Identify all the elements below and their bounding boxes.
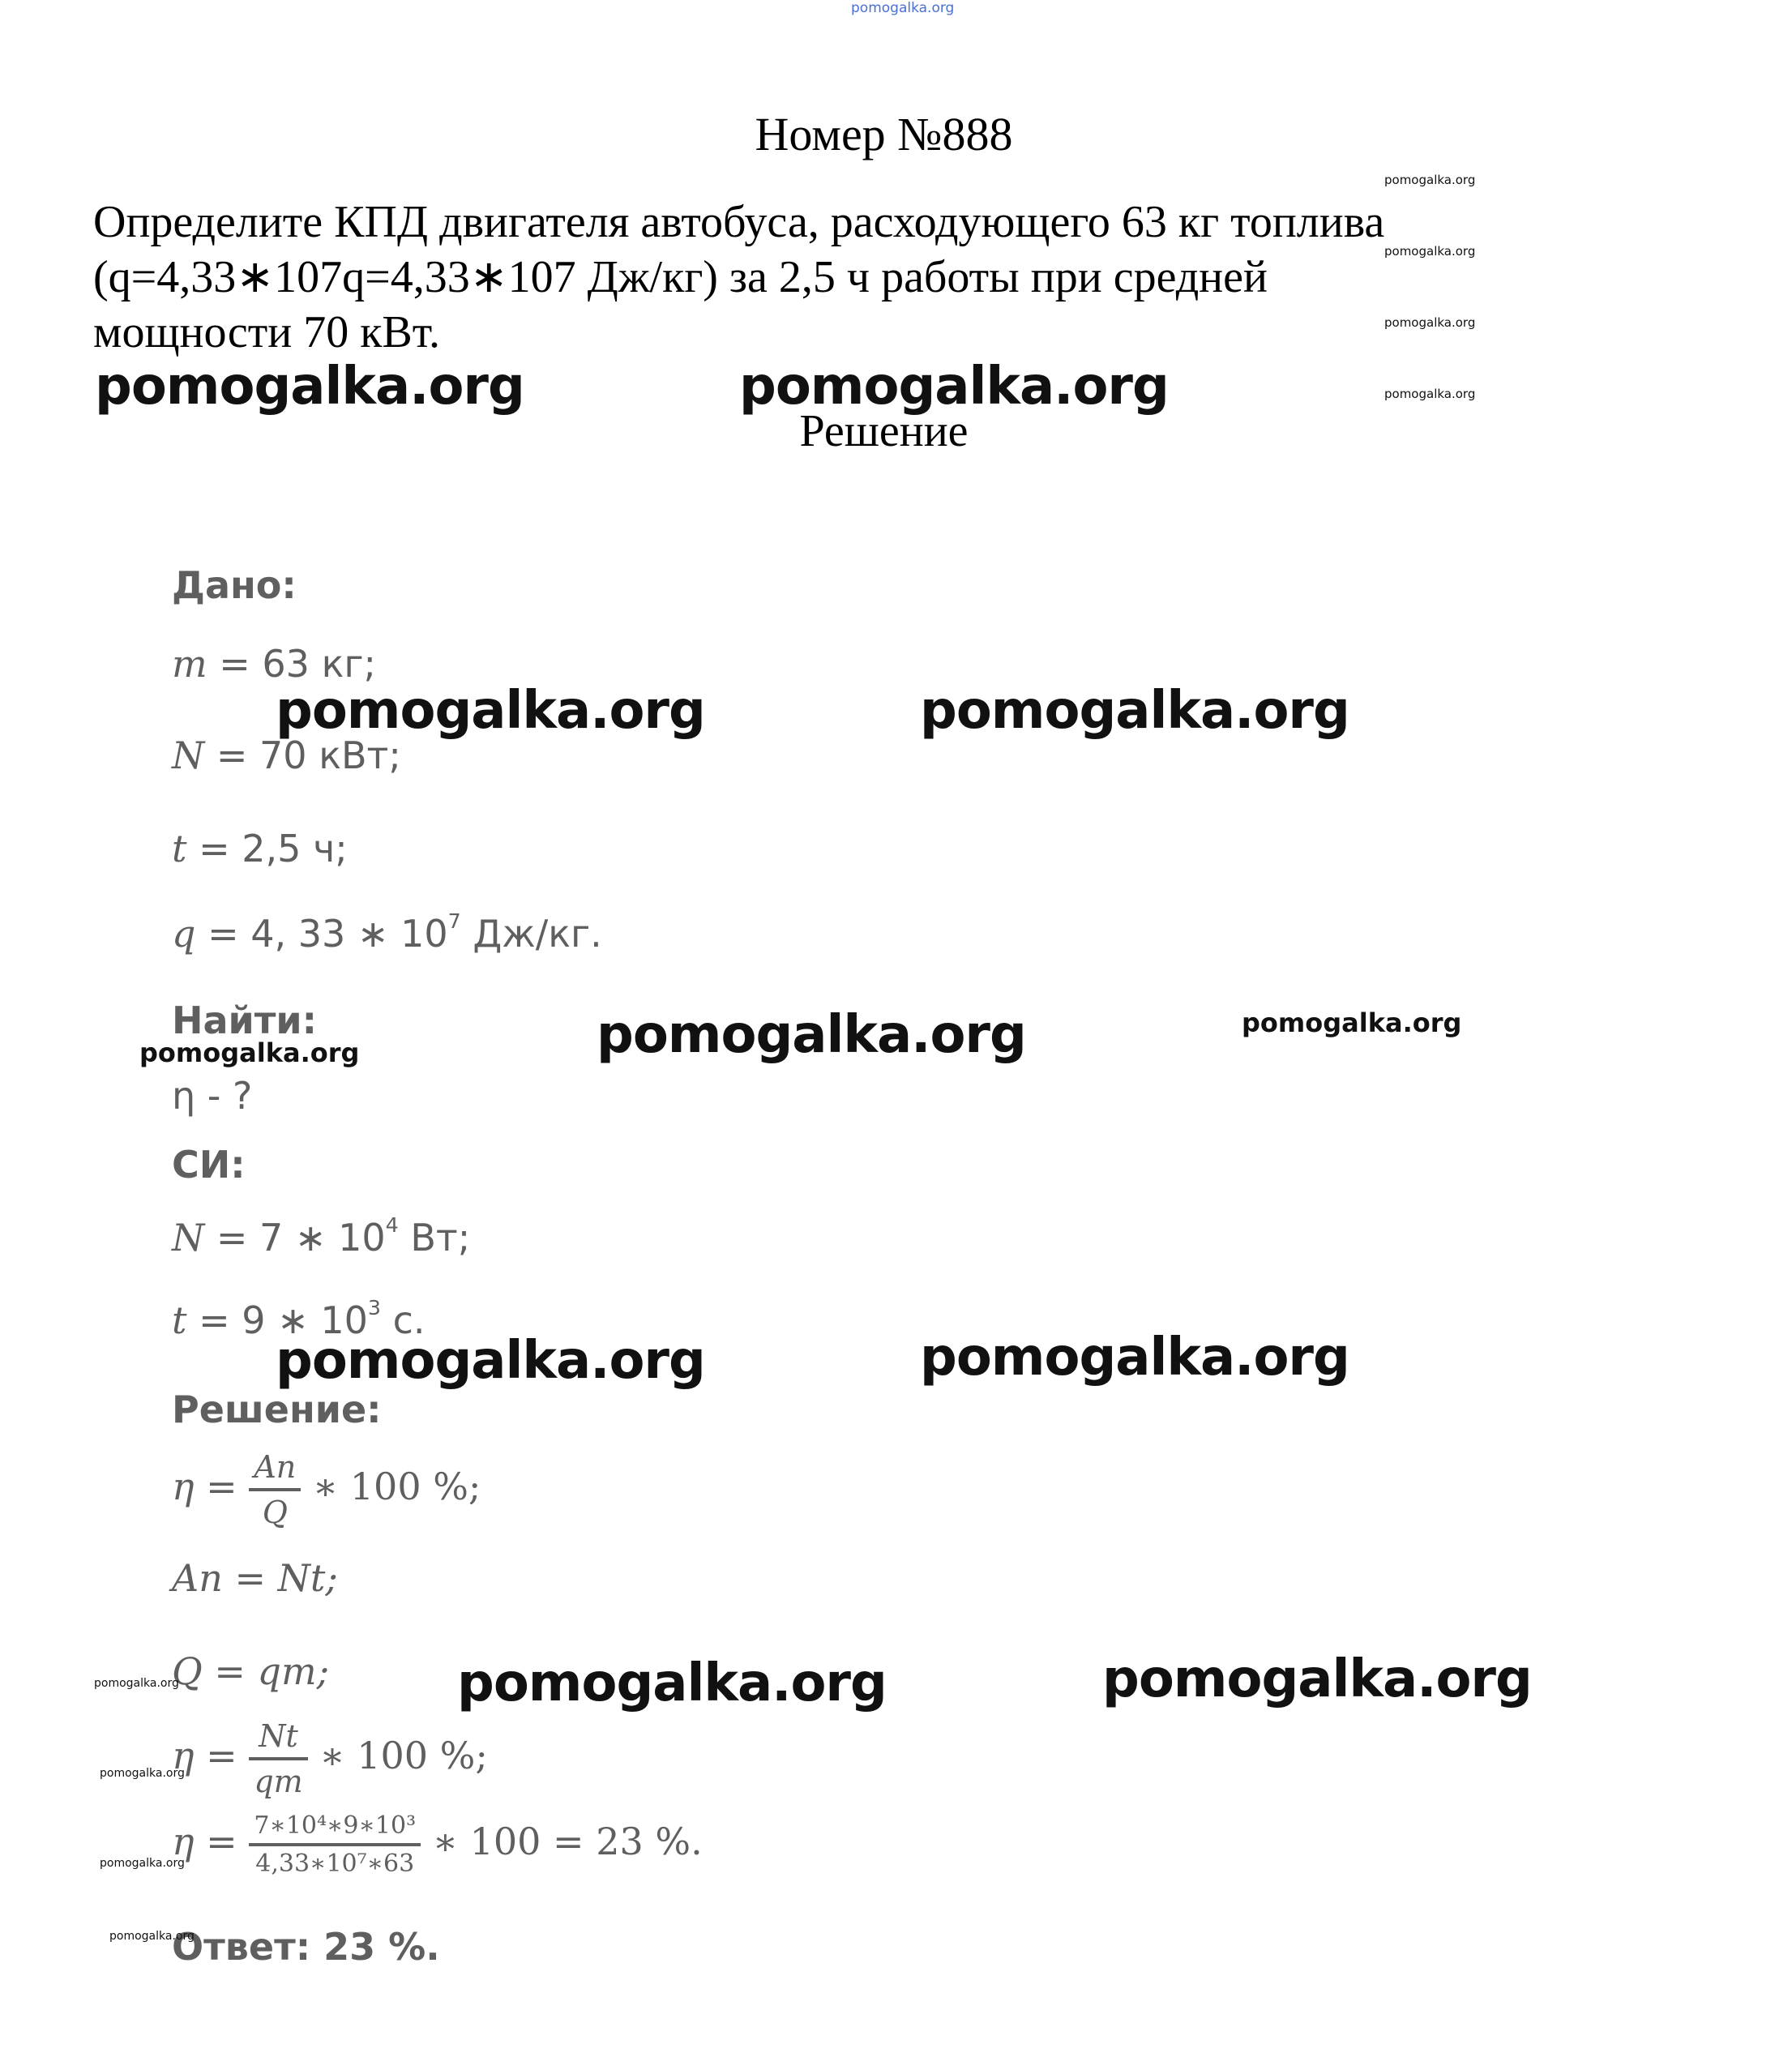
si-power [172,1213,471,1260]
formula-heat: Q = qm; [172,1649,330,1693]
watermark: pomogalka.org [920,681,1349,741]
fraction [249,1811,421,1878]
watermark: pomogalka.org [1384,173,1476,187]
rhs: ∗ 100 = 23 %. [421,1820,703,1863]
si-label: СИ: [172,1143,246,1187]
watermark: pomogalka.org [109,1930,195,1943]
watermark: pomogalka.org [100,1767,185,1780]
watermark: pomogalka.org [739,357,1169,417]
watermark: pomogalka.org [1384,244,1476,259]
denominator: 4,33∗10⁷∗63 [255,1850,415,1878]
lhs: η = [172,1820,250,1863]
rhs: ∗ 100 %; [307,1734,488,1777]
watermark: pomogalka.org [100,1857,185,1870]
formula-efficiency [172,1449,481,1530]
watermark: pomogalka.org [276,681,705,741]
var: N [172,733,205,777]
value: = 4, 33 ∗ 10 [195,912,448,956]
lhs: η = [172,1734,250,1777]
watermark: pomogalka.org [1242,1007,1462,1038]
answer: Ответ: 23 %. [172,1925,440,1969]
task-line-1: Определите КПД двигателя автобуса, расходующего 63 кг топлива [93,197,1385,247]
var: t [172,827,187,870]
solve-label: Решение: [172,1388,382,1431]
watermark: pomogalka.org [920,1328,1349,1388]
rhs: ∗ 100 %; [301,1465,481,1508]
value: = 7 ∗ 10 [204,1216,386,1260]
given-label: Дано: [172,563,297,607]
watermark: pomogalka.org [1102,1649,1532,1709]
formula-efficiency-expanded [172,1718,488,1799]
exponent: 3 [367,1296,381,1320]
var: m [172,642,207,686]
numerator: Nt [249,1718,307,1760]
unit: Дж/кг. [460,912,602,956]
exponent: 7 [447,909,461,934]
watermark: pomogalka.org [139,1037,360,1068]
find-eta: η - ? [172,1074,253,1118]
var: q [172,912,196,956]
formula-useful-work: Aп = Nt; [172,1556,338,1600]
formula-calculation [172,1811,703,1878]
value: = 9 ∗ 10 [186,1298,368,1342]
exponent: 4 [385,1213,399,1238]
task-statement [93,195,1520,360]
given-mass [172,642,376,686]
task-line-3: мощности 70 кВт. [93,307,441,357]
watermark: pomogalka.org [1384,387,1476,401]
value: = 63 кг; [207,642,377,686]
given-time [172,827,348,870]
value: = 2,5 ч; [186,827,348,870]
page-title: Номер №888 [755,108,1013,160]
denominator: Q [262,1495,288,1530]
var: N [172,1216,205,1260]
fraction [249,1718,307,1799]
task-line-2: (q=4,33∗107q=4,33∗107 Дж/кг) за 2,5 ч работы при средней [93,252,1268,302]
watermark: pomogalka.org [95,357,524,417]
watermark: pomogalka.org [597,1005,1026,1065]
numerator: Aп [249,1449,301,1491]
denominator: qm [254,1764,303,1799]
value: = 70 кВт; [204,733,401,777]
given-heat [172,909,602,956]
watermark: pomogalka.org [276,1331,705,1391]
var: t [172,1298,187,1342]
fraction [249,1449,301,1530]
unit: Вт; [398,1216,471,1260]
unit: с. [380,1298,426,1342]
find-label: Найти: [172,999,318,1042]
numerator: 7∗10⁴∗9∗10³ [249,1811,421,1846]
lhs: η = [172,1465,250,1508]
solution-heading: Решение [799,406,969,456]
top-site-link[interactable]: pomogalka.org [851,0,955,16]
watermark: pomogalka.org [457,1653,887,1713]
watermark: pomogalka.org [1384,315,1476,330]
watermark: pomogalka.org [94,1677,179,1690]
